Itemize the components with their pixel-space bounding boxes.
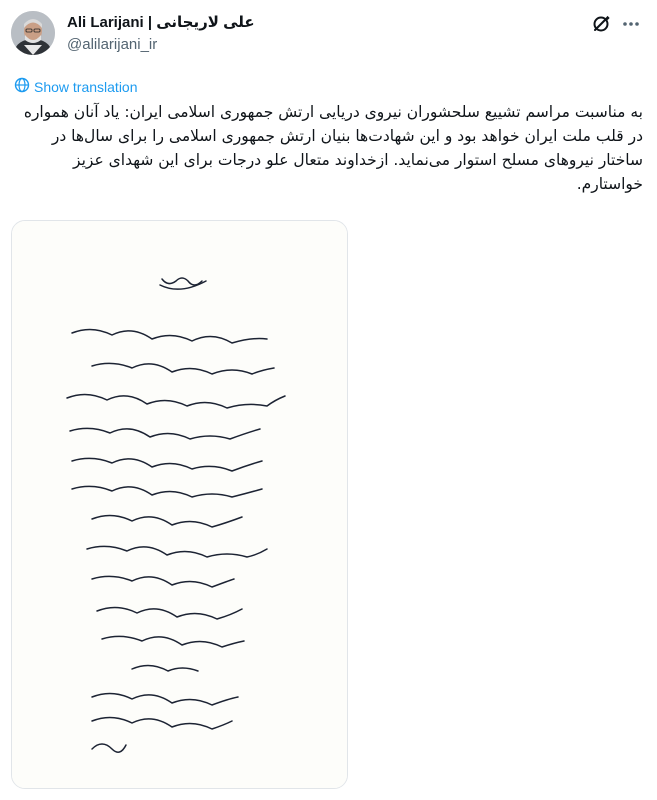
display-name[interactable]: Ali Larijani | علی لاریجانی [67,14,255,31]
show-translation-label[interactable]: Show translation [34,78,138,95]
more-icon[interactable] [620,13,642,35]
tweet-text: به مناسبت مراسم تشییع سلحشوران نیروی دریایی ارتش جمهوری اسلامی ایران: یاد آنان همواره در قلب ملت ایران خواهد بود و این شهادت‌ها بنیان ارتش جمهوری اسلامی را برای سال‌ها در ساختار نیروهای مسلح استوار می‌نماید. ازخداوند متعال علو درجات برای این شهدای عزیز خواستارم. [23,103,643,193]
author-handle[interactable]: @alilarijani_ir [67,36,158,53]
author-name-row[interactable] [67,13,255,31]
grok-icon[interactable] [590,13,612,35]
globe-icon [14,77,30,96]
show-translation-link[interactable] [14,77,138,96]
avatar[interactable] [11,11,55,55]
handwritten-letter-image[interactable] [11,220,348,789]
